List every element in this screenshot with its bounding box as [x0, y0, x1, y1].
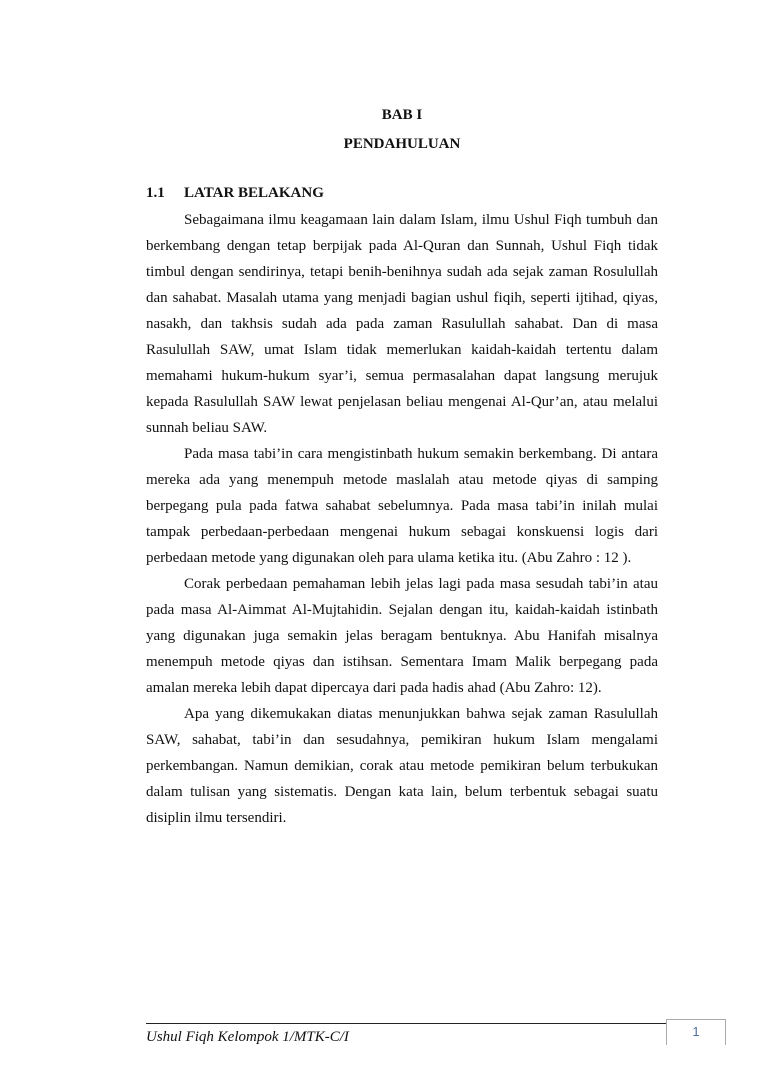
page-number: 1: [666, 1019, 726, 1045]
page-footer: [146, 1018, 728, 1087]
footer-text: Ushul Fiqh Kelompok 1/MTK-C/I: [146, 1029, 349, 1045]
section-number: 1.1: [146, 185, 165, 201]
paragraph-1: Sebagaimana ilmu keagamaan lain dalam Islam, ilmu Ushul Fiqh tumbuh dan berkembang dengan tetap berpijak pada Al-Quran dan Sunnah, Ushul Fiqh tidak timbul dengan sendirinya, tetapi benih-benihnya sudah ada sejak zaman Rosulullah dan sahabat. Masalah utama yang menjadi bagian ushul fiqih, seperti ijtihad, qiyas, nasakh, dan takhsis sudah ada pada zaman Rasulullah sahabat. Dan di masa Rasulullah SAW, umat Islam tidak memerlukan kaidah-kaidah tertentu dalam memahami hukum-hukum syar’i, semua permasalahan dapat langsung merujuk kepada Rasulullah SAW lewat penjelasan beliau mengenai Al-Qur’an, atau melalui sunnah beliau SAW.: [146, 212, 658, 436]
section-heading: [146, 185, 324, 202]
chapter-number: BAB I: [381, 107, 423, 123]
body-text: [146, 207, 658, 831]
footer-divider: [146, 1023, 666, 1024]
paragraph-2: Pada masa tabi’in cara mengistinbath hukum semakin berkembang. Di antara mereka ada yang menempuh metode maslalah atau metode qiyas di samping berpegang pula pada fatwa sahabat sebelumnya. Pada masa tabi’in inilah mulai tampak perbedaan-perbedaan mengenai hukum sebagai konskuensi logis dari perbedaan metode yang digunakan oleh para ulama ketika itu. (Abu Zahro : 12 ).: [146, 446, 658, 566]
section-title: LATAR BELAKANG: [184, 185, 324, 201]
paragraph-3: Corak perbedaan pemahaman lebih jelas lagi pada masa sesudah tabi’in atau pada masa Al-Aimmat Al-Mujtahidin. Sejalan dengan itu, kaidah-kaidah istinbath yang digunakan juga semakin jelas beragam bentuknya. Abu Hanifah misalnya menempuh metode qiyas dan istihsan. Sementara Imam Malik berpegang pada amalan mereka lebih dapat dipercaya dari pada hadis ahad (Abu Zahro: 12).: [146, 576, 658, 696]
chapter-title: PENDAHULUAN: [343, 136, 461, 152]
paragraph-4: Apa yang dikemukakan diatas menunjukkan bahwa sejak zaman Rasulullah SAW, sahabat, tabi’in dan sesudahnya, pemikiran hukum Islam mengalami perkembangan. Namun demikian, corak atau metode pemikiran belum terbukukan dalam tulisan yang sistematis. Dengan kata lain, belum terbentuk sebagai suatu disiplin ilmu tersendiri.: [146, 706, 658, 826]
